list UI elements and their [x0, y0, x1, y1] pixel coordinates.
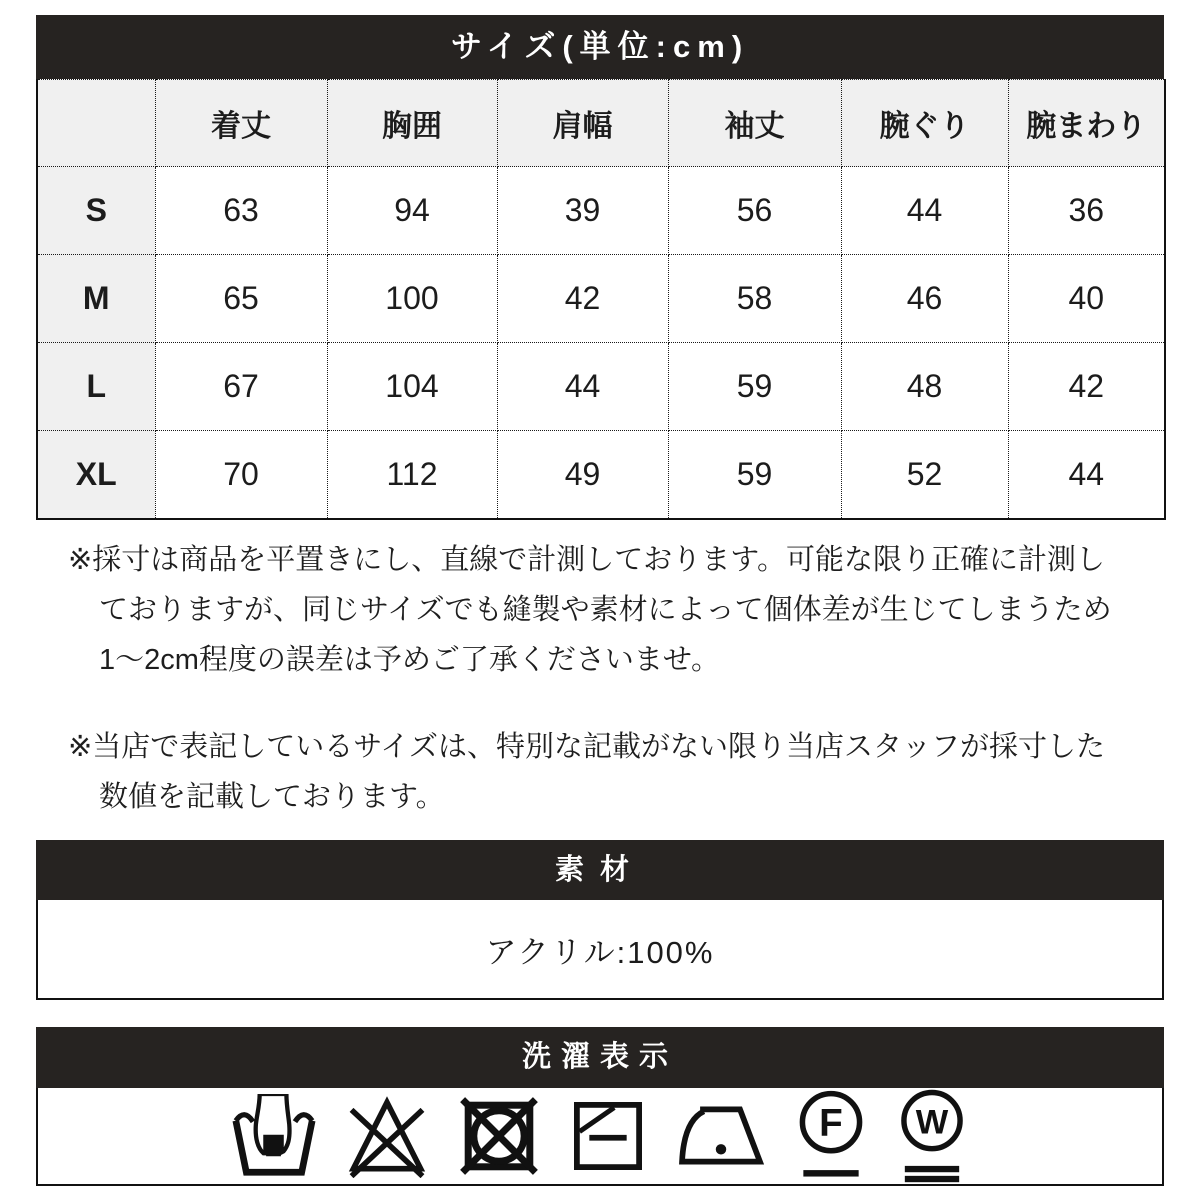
size-value: 65 — [155, 255, 327, 343]
size-table — [36, 79, 1166, 520]
size-value: 44 — [841, 167, 1008, 255]
staff-measurement-note — [68, 722, 1140, 822]
care-section-title: 洗濯表示 — [36, 1027, 1164, 1088]
table-row — [37, 167, 1165, 255]
size-value: 56 — [668, 167, 841, 255]
material-section-title: 素材 — [36, 840, 1164, 900]
column-header: 胸囲 — [327, 80, 497, 167]
column-header: 肩幅 — [497, 80, 668, 167]
size-value: 39 — [497, 167, 668, 255]
svg-text:F: F — [819, 1102, 843, 1145]
table-row — [37, 343, 1165, 431]
size-value: 46 — [841, 255, 1008, 343]
column-header: 着丈 — [155, 80, 327, 167]
column-header: 袖丈 — [668, 80, 841, 167]
size-value: 100 — [327, 255, 497, 343]
size-value: 48 — [841, 343, 1008, 431]
size-value: 112 — [327, 431, 497, 519]
size-value: 44 — [1008, 431, 1165, 519]
material-value: アクリル:100% — [485, 934, 715, 970]
size-section-title: サイズ(単位:cm) — [36, 15, 1164, 79]
size-table-corner-cell — [37, 80, 155, 167]
size-value: 67 — [155, 343, 327, 431]
size-label: XL — [37, 431, 155, 519]
size-value: 94 — [327, 167, 497, 255]
note-line: 1〜2cm程度の誤差は予めご了承くださいませ。 — [99, 644, 721, 676]
note-line: ※当店で表記しているサイズは、特別な記載がない限り当店スタッフが採寸した — [68, 731, 1105, 763]
size-value: 59 — [668, 431, 841, 519]
wet-clean-W-icon — [895, 1088, 969, 1184]
size-value: 40 — [1008, 255, 1165, 343]
note-line: ておりますが、同じサイズでも縫製や素材によって個体差が生じてしまうため — [99, 594, 1112, 626]
size-value: 52 — [841, 431, 1008, 519]
column-header: 腕ぐり — [841, 80, 1008, 167]
size-value: 104 — [327, 343, 497, 431]
size-value: 44 — [497, 343, 668, 431]
column-header: 腕まわり — [1008, 80, 1165, 167]
measurement-note — [68, 535, 1140, 685]
dry-clean-F-icon — [794, 1089, 868, 1183]
table-row — [37, 431, 1165, 519]
size-value: 59 — [668, 343, 841, 431]
note-line: 数値を記載しております。 — [99, 781, 445, 813]
size-value: 58 — [668, 255, 841, 343]
svg-text:W: W — [915, 1103, 949, 1142]
care-symbols-box — [36, 1088, 1164, 1186]
table-row — [37, 255, 1165, 343]
size-label: L — [37, 343, 155, 431]
size-value: 49 — [497, 431, 668, 519]
size-table-header-row — [37, 80, 1165, 167]
hand-wash-icon — [231, 1094, 317, 1178]
note-line: ※採寸は商品を平置きにし、直線で計測しております。可能な限り正確に計測し — [68, 544, 1105, 576]
size-label: M — [37, 255, 155, 343]
size-value: 63 — [155, 167, 327, 255]
dry-flat-in-shade-icon — [568, 1096, 648, 1176]
size-value: 42 — [497, 255, 668, 343]
size-value: 70 — [155, 431, 327, 519]
iron-low-heat-icon — [675, 1098, 767, 1174]
material-box — [36, 900, 1164, 1000]
size-value: 42 — [1008, 343, 1165, 431]
size-value: 36 — [1008, 167, 1165, 255]
size-label: S — [37, 167, 155, 255]
do-not-bleach-icon — [344, 1094, 430, 1178]
do-not-tumble-dry-icon — [457, 1094, 541, 1178]
